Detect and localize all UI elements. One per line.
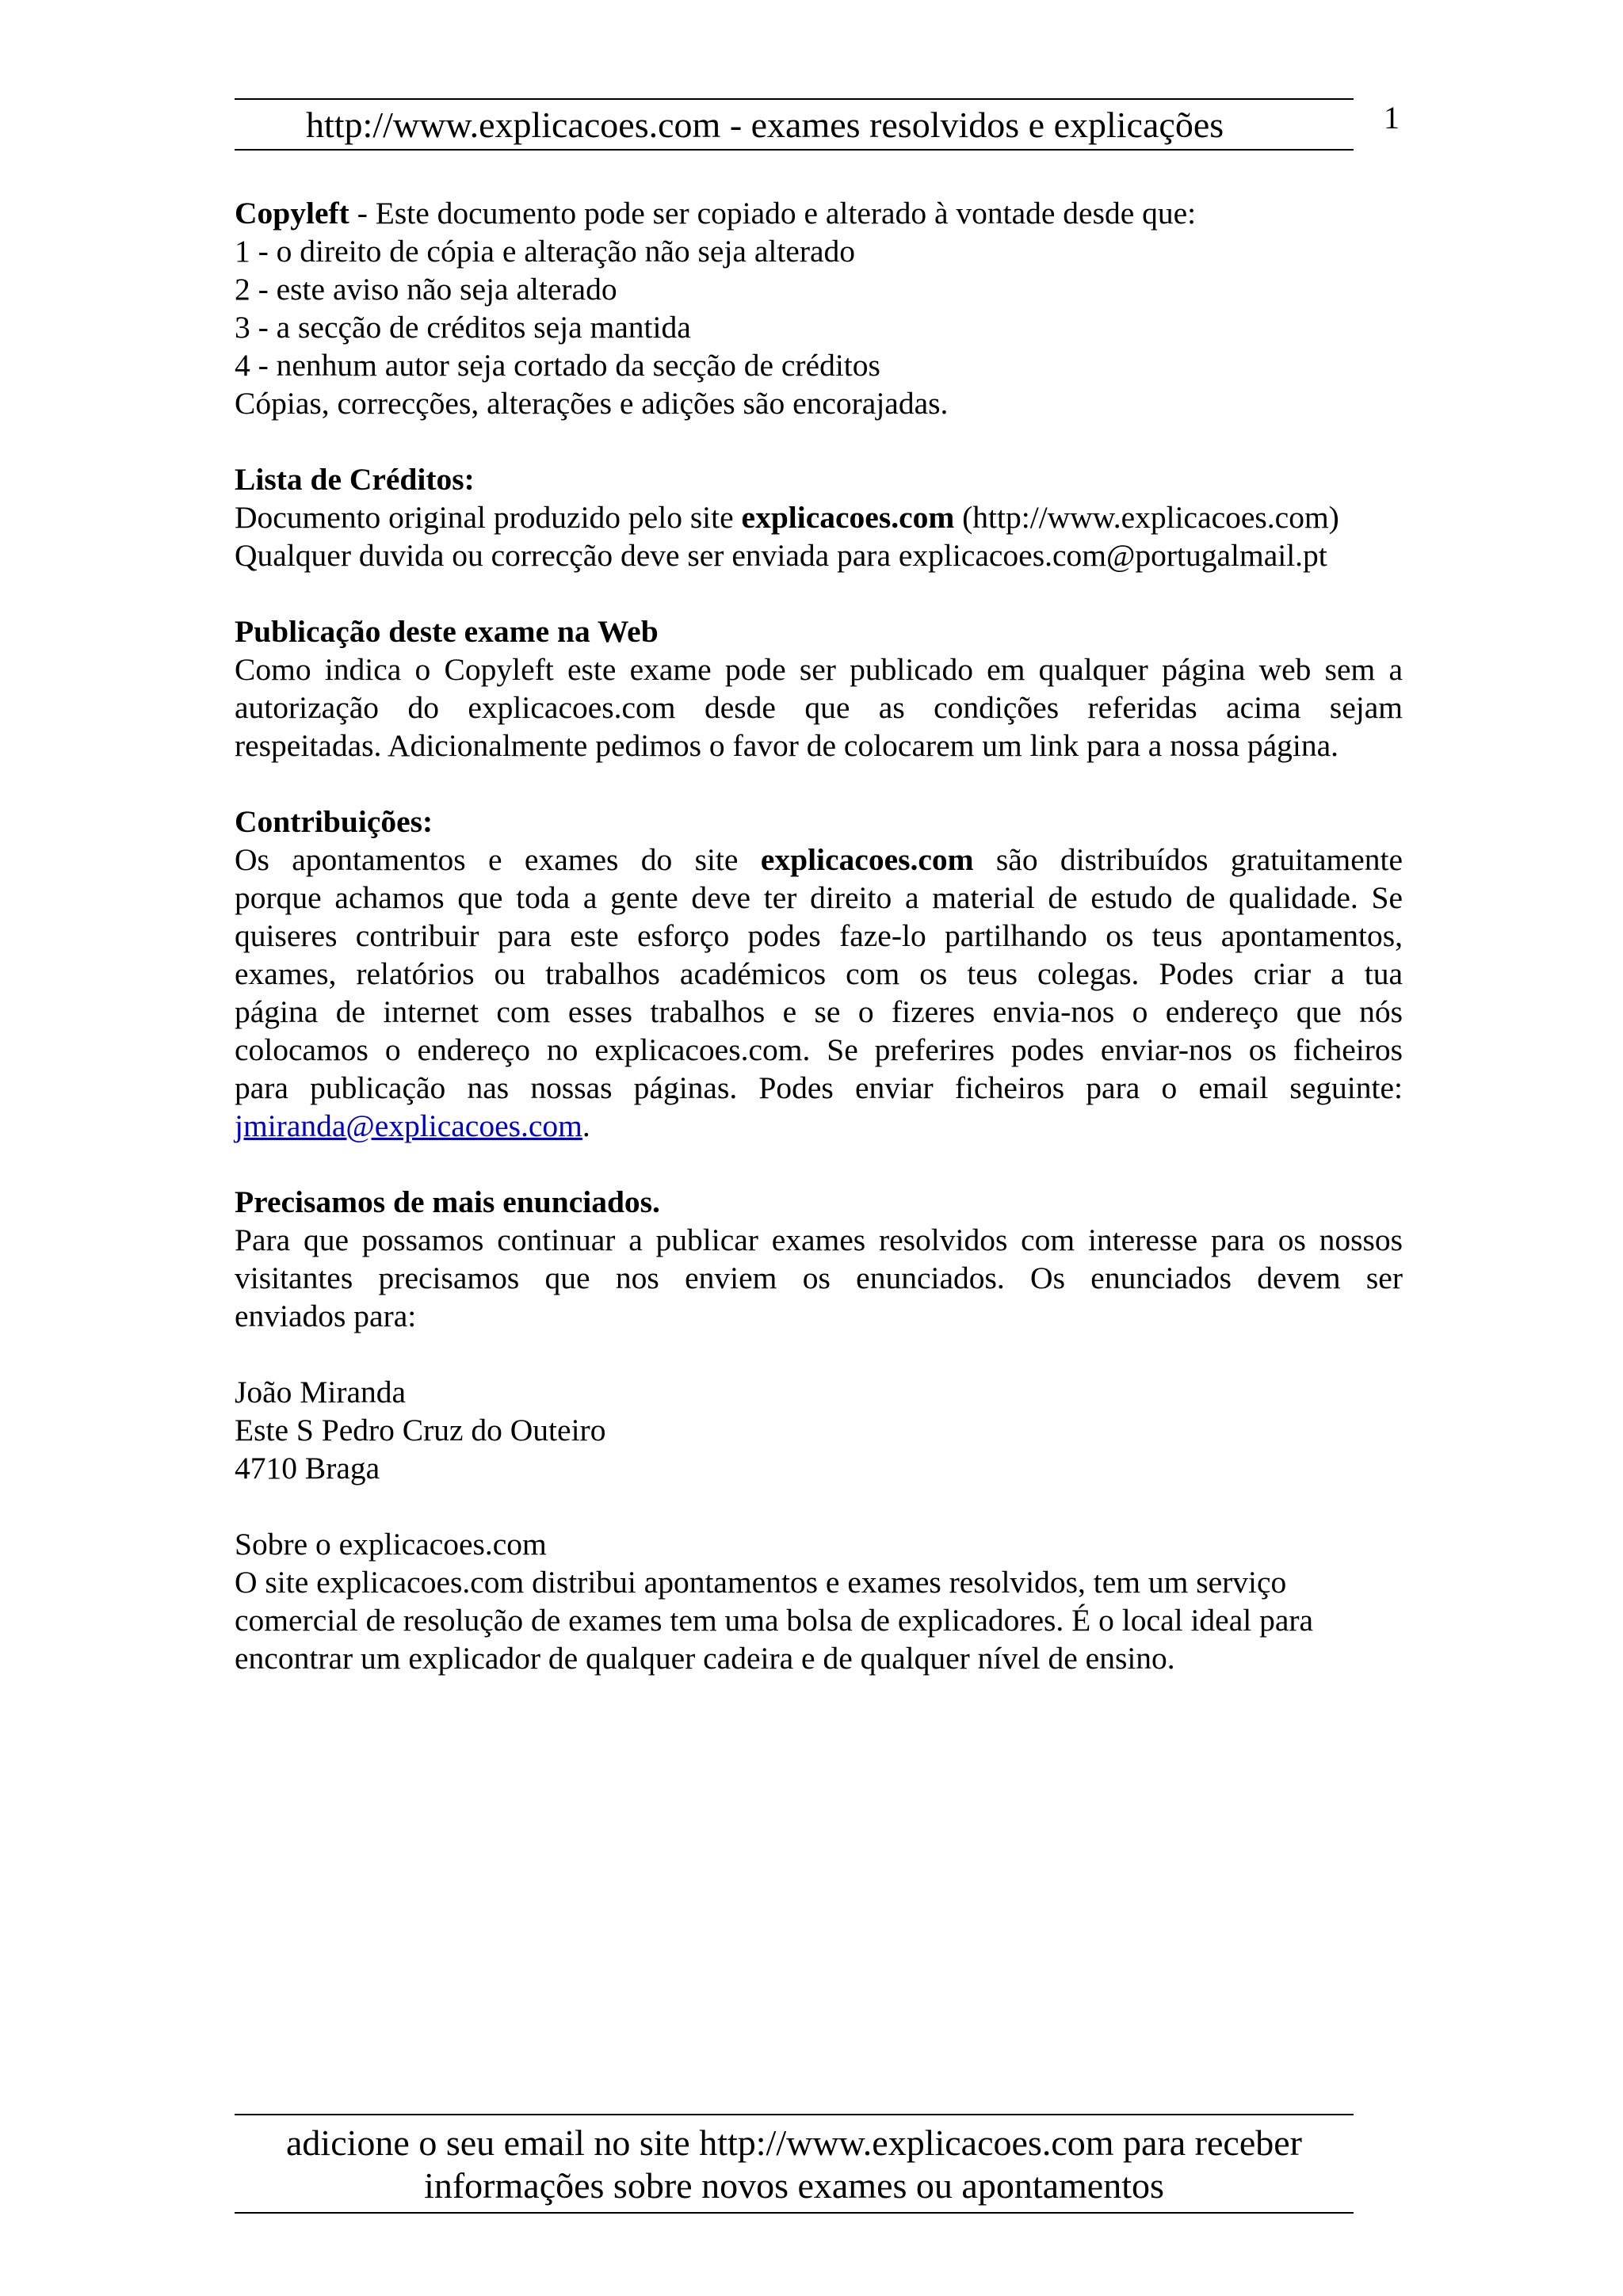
- publication-line: Como indica o Copyleft este exame pode ser publicado em qualquer página web sem a: [235, 652, 1403, 687]
- about-heading: Sobre o explicacoes.com: [235, 1527, 547, 1562]
- document-body: [235, 194, 1403, 1677]
- contributions-text: Os apontamentos e exames do site: [235, 842, 761, 877]
- copyleft-item: 4 - nenhum autor seja cortado da secção de créditos: [235, 348, 880, 383]
- contributions-heading: Contribuições:: [235, 804, 433, 839]
- address-name: João Miranda: [235, 1375, 407, 1409]
- contributions-line: exames, relatórios ou trabalhos académicos com os teus colegas. Podes criar a tua: [235, 956, 1403, 991]
- copyleft-label: Copyleft: [235, 196, 349, 231]
- address-city: 4710 Braga: [235, 1451, 380, 1486]
- publication-heading: Publicação deste exame na Web: [235, 614, 659, 649]
- copyleft-item: 2 - este aviso não seja alterado: [235, 272, 617, 307]
- footer-line-2: informações sobre novos exames ou apontamentos: [424, 2165, 1164, 2206]
- header-title: http://www.explicacoes.com - exames resolvidos e explicações: [306, 105, 1224, 145]
- contributions-line-1: [235, 841, 1403, 879]
- contributions-site-name: explicacoes.com: [760, 842, 974, 877]
- credits-site-url: (http://www.explicacoes.com): [954, 500, 1339, 535]
- about-line: comercial de resolução de exames tem uma bolsa de explicadores. É o local ideal para: [235, 1603, 1314, 1638]
- contributions-email-line: [235, 1107, 1403, 1145]
- statements-line: visitantes precisamos que nos enviem os enunciados. Os enunciados devem ser: [235, 1261, 1403, 1295]
- publication-line: respeitadas. Adicionalmente pedimos o favor de colocarem um link para a nossa página.: [235, 728, 1339, 763]
- contributions-text: são distribuídos gratuitamente: [973, 842, 1403, 877]
- copyleft-intro-text: - Este documento pode ser copiado e alterado à vontade desde que:: [349, 196, 1197, 231]
- copyleft-item: 3 - a secção de créditos seja mantida: [235, 310, 691, 345]
- statements-line: Para que possamos continuar a publicar exames resolvidos com interesse para os nossos: [235, 1222, 1403, 1257]
- credits-line-1: [235, 498, 1403, 536]
- copyleft-item: 1 - o direito de cópia e alteração não seja alterado: [235, 234, 856, 269]
- copyleft-intro: [235, 194, 1403, 232]
- about-line: encontrar um explicador de qualquer cadeira e de qualquer nível de ensino.: [235, 1641, 1175, 1676]
- page-footer: [235, 2114, 1354, 2214]
- contributions-line: porque achamos que toda a gente deve ter direito a material de estudo de qualidade. Se: [235, 880, 1403, 915]
- credits-heading: Lista de Créditos:: [235, 462, 475, 497]
- page-header: [235, 98, 1354, 151]
- contributions-line: página de internet com esses trabalhos e se o fizeres envia-nos o endereço que nós: [235, 994, 1403, 1029]
- credits-site-name: explicacoes.com: [741, 500, 955, 535]
- copyleft-closing: Cópias, correcções, alterações e adições são encorajadas.: [235, 386, 949, 421]
- contributions-line: colocamos o endereço no explicacoes.com. Se preferires podes enviar-nos os ficheiros: [235, 1032, 1403, 1067]
- credits-text: Documento original produzido pelo site: [235, 500, 742, 535]
- publication-line: autorização do explicacoes.com desde que as condições referidas acima sejam: [235, 690, 1403, 725]
- credits-line-2: Qualquer duvida ou correcção deve ser enviada para explicacoes.com@portugalmail.pt: [235, 538, 1327, 573]
- statements-heading: Precisamos de mais enunciados.: [235, 1184, 660, 1219]
- footer-line-1: adicione o seu email no site http://www.explicacoes.com para receber: [286, 2122, 1302, 2163]
- address-street: Este S Pedro Cruz do Outeiro: [235, 1413, 606, 1447]
- statements-line: enviados para:: [235, 1299, 417, 1333]
- page-number: 1: [1384, 100, 1400, 135]
- about-line: O site explicacoes.com distribui apontamentos e exames resolvidos, tem um serviço: [235, 1565, 1287, 1600]
- email-suffix: .: [582, 1108, 590, 1143]
- contributions-line: para publicação nas nossas páginas. Podes enviar ficheiros para o email seguinte:: [235, 1070, 1403, 1105]
- contributions-line: quiseres contribuir para este esforço podes faze-lo partilhando os teus apontamentos,: [235, 918, 1403, 953]
- email-link[interactable]: jmiranda@explicacoes.com: [235, 1108, 582, 1143]
